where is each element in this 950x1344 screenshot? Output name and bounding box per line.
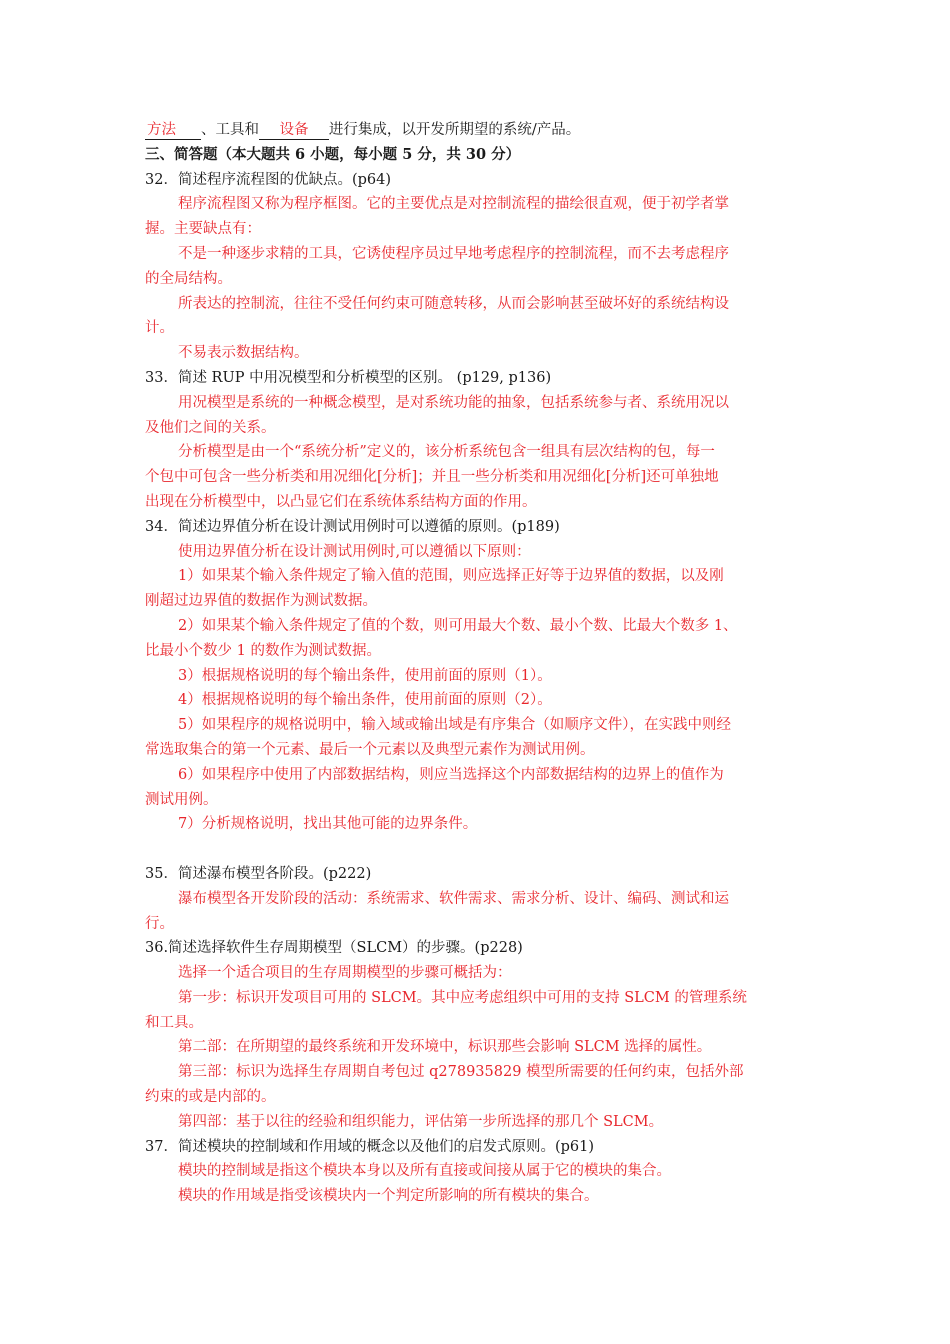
intro-text-2: 进行集成，以开发所期望的系统/产品。 bbox=[328, 122, 581, 138]
q33-answer-2-line-1: 分析模型是由一个“系统分析”定义的，该分析系统包含一组具有层次结构的包，每一 bbox=[178, 444, 715, 461]
q32-answer-2-line-1: 不是一种逐步求精的工具，它诱使程序员过早地考虑程序的控制流程，而不去考虑程序 bbox=[178, 245, 729, 262]
q37-answer-2: 模块的作用域是指受该模块内一个判定所影响的所有模块的集合。 bbox=[178, 1188, 599, 1205]
q33-answer-1-line-1: 用况模型是系统的一种概念模型，是对系统功能的抽象，包括系统参与者、系统用况以 bbox=[178, 394, 729, 411]
q32-answer-1-line-1: 程序流程图又称为程序框图。它的主要优点是对控制流程的描绘很直观，便于初学者掌 bbox=[178, 196, 729, 213]
question-33: 33．简述 RUP 中用况模型和分析模型的区别。 (p129, p136) bbox=[145, 369, 552, 386]
fill-blank-2-answer: 设备 bbox=[279, 122, 309, 138]
fill-blank-2 bbox=[259, 121, 329, 140]
q34-rule-6-line-1: 6）如果程序中使用了内部数据结构，则应当选择这个内部数据结构的边界上的值作为 bbox=[178, 766, 724, 783]
q34-rule-1-line-1: 1）如果某个输入条件规定了输入值的范围，则应选择正好等于边界值的数据，以及刚 bbox=[178, 568, 724, 585]
q32-answer-2-line-2: 的全局结构。 bbox=[145, 270, 232, 287]
fill-blank-1 bbox=[145, 121, 201, 140]
q34-rule-4-line-1: 4）根据规格说明的每个输出条件，使用前面的原则（2）。 bbox=[178, 692, 552, 709]
question-37: 37．简述模块的控制域和作用域的概念以及他们的启发式原则。(p61) bbox=[145, 1138, 594, 1155]
q34-rule-5-line-1: 5）如果程序的规格说明中，输入域或输出域是有序集合（如顺序文件），在实践中则经 bbox=[178, 717, 731, 734]
q32-answer-3-line-1: 所表达的控制流，往往不受任何约束可随意转移，从而会影响甚至破坏好的系统结构设 bbox=[178, 295, 729, 312]
q36-answer-intro: 选择一个适合项目的生存周期模型的步骤可概括为： bbox=[178, 965, 512, 982]
fill-blank-1-answer: 方法 bbox=[147, 122, 176, 138]
section-title: 三、简答题（本大题共 6 小题，每小题 5 分，共 30 分） bbox=[145, 145, 521, 163]
q36-step-3-line-1: 第三部：标识为选择生存周期自考包过 q278935829 模型所需要的任何约束，包括外部 bbox=[178, 1064, 744, 1081]
q34-rule-2-line-2: 比最小个数少 1 的数作为测试数据。 bbox=[145, 642, 381, 659]
intro-text-1: 、工具和 bbox=[201, 122, 260, 138]
q33-answer-2-line-2: 个包中可包含一些分析类和用况细化[分析]；并且一些分析类和用况细化[分析]还可单独地 bbox=[145, 469, 719, 486]
q34-rule-5-line-2: 常选取集合的第一个元素、最后一个元素以及典型元素作为测试用例。 bbox=[145, 741, 595, 758]
question-36: 36.简述选择软件生存周期模型（SLCM）的步骤。(p228) bbox=[145, 940, 523, 957]
q35-answer-line-2: 行。 bbox=[145, 915, 174, 932]
q34-answer-intro: 使用边界值分析在设计测试用例时,可以遵循以下原则： bbox=[178, 543, 531, 560]
q36-step-1-line-1: 第一步：标识开发项目可用的 SLCM。其中应考虑组织中可用的支持 SLCM 的管理系统 bbox=[178, 989, 747, 1006]
q33-answer-1-line-2: 及他们之间的关系。 bbox=[145, 419, 276, 436]
question-34: 34．简述边界值分析在设计测试用例时可以遵循的原则。(p189) bbox=[145, 518, 560, 535]
q34-rule-3-line-1: 3）根据规格说明的每个输出条件，使用前面的原则（1）。 bbox=[178, 667, 552, 684]
question-35: 35．简述瀑布模型各阶段。(p222) bbox=[145, 865, 372, 882]
q35-answer-line-1: 瀑布模型各开发阶段的活动：系统需求、软件需求、需求分析、设计、编码、测试和运 bbox=[178, 890, 729, 907]
q32-answer-1-line-2: 握。主要缺点有： bbox=[145, 221, 261, 238]
document-page bbox=[145, 118, 810, 1209]
q36-step-4-line-1: 第四部：基于以往的经验和组织能力，评估第一步所选择的那几个 SLCM。 bbox=[178, 1113, 664, 1130]
q32-answer-4-line-1: 不易表示数据结构。 bbox=[178, 345, 309, 362]
blank-spacer bbox=[145, 837, 810, 862]
q33-answer-2-line-3: 出现在分析模型中，以凸显它们在系统体系结构方面的作用。 bbox=[145, 493, 537, 510]
q32-answer-3-line-2: 计。 bbox=[145, 320, 174, 337]
q37-answer-1: 模块的控制域是指这个模块本身以及所有直接或间接从属于它的模块的集合。 bbox=[178, 1163, 671, 1180]
q34-rule-2-line-1: 2）如果某个输入条件规定了值的个数，则可用最大个数、最小个数、比最大个数多 1、 bbox=[178, 617, 738, 634]
q34-rule-7-line-1: 7）分析规格说明，找出其他可能的边界条件。 bbox=[178, 816, 478, 833]
q36-step-2-line-1: 第二部：在所期望的最终系统和开发环境中，标识那些会影响 SLCM 选择的属性。 bbox=[178, 1039, 712, 1056]
q36-step-1-line-2: 和工具。 bbox=[145, 1014, 203, 1031]
q34-rule-1-line-2: 刚超过边界值的数据作为测试数据。 bbox=[145, 593, 377, 610]
intro-line bbox=[145, 118, 810, 143]
q34-rule-6-line-2: 测试用例。 bbox=[145, 791, 218, 808]
q36-step-3-line-2: 约束的或是内部的。 bbox=[145, 1089, 276, 1106]
question-32: 32．简述程序流程图的优缺点。(p64) bbox=[145, 171, 391, 188]
